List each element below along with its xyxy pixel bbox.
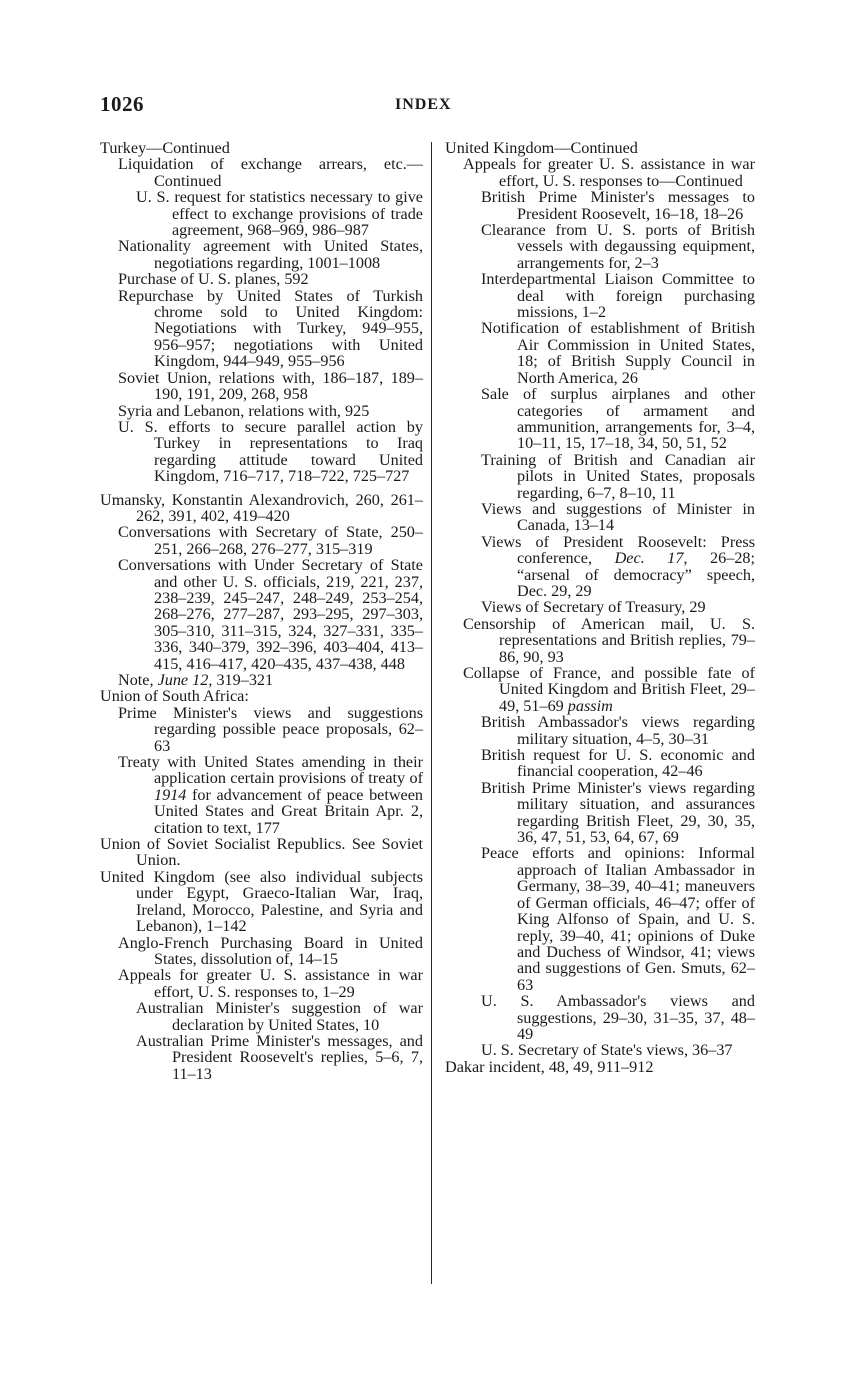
page-number: 1026	[100, 92, 144, 116]
index-entry: Turkey—Continued	[100, 139, 230, 157]
index-column-right	[445, 140, 755, 1075]
index-entry: Conversations with Secretary of State, 250–251, 266–268, 276–277, 315–319	[118, 523, 423, 558]
index-entry: Soviet Union, relations with, 186–187, 189–190, 191, 209, 268, 958	[118, 368, 423, 404]
index-entry: Syria and Lebanon, relations with, 925	[118, 401, 370, 420]
column-divider	[431, 142, 432, 1284]
index-entry: Views of Secretary of Treasury, 29	[481, 598, 706, 617]
index-entry: Sale of surplus airplanes and other categories of armament and ammunition, arrangements for, 3–4, 10–11, 15, 17–18, 34, 50, 51, 52	[481, 385, 755, 453]
index-entry: Training of British and Canadian air pilots in United States, proposals regarding, 6–7, 8–10, 11	[481, 450, 755, 502]
index-entry: Views of President Roosevelt: Press conference, Dec. 17, 26–28; “arsenal of democracy” speech, Dec. 29, 29	[481, 532, 755, 600]
index-entry: British Prime Minister's messages to President Roosevelt, 16–18, 18–26	[481, 188, 755, 223]
index-entry: Views and suggestions of Minister in Canada, 13–14	[481, 499, 755, 535]
index-entry: Interdepartmental Liaison Committee to deal with foreign purchasing missions, 1–2	[481, 270, 755, 322]
index-entry: Treaty with United States amending in their application certain provisions of treaty of 1914 for advancement of peace between United States and Great Britain Apr. 2, citation to text, 177	[118, 753, 423, 837]
page-title: INDEX	[395, 96, 452, 113]
index-entry: Appeals for greater U. S. assistance in war effort, U. S. responses to—Continued	[463, 155, 755, 190]
index-entry: Nationality agreement with United States, negotiations regarding, 1001–1008	[118, 237, 423, 272]
index-column-left	[100, 140, 423, 1082]
index-entry: British Ambassador's views regarding military situation, 4–5, 30–31	[481, 713, 755, 748]
index-entry: Liquidation of exchange arrears, etc.—Continued	[118, 155, 423, 190]
index-entry: Prime Minister's views and suggestions regarding possible peace proposals, 62–63	[118, 703, 423, 755]
index-entry: Repurchase by United States of Turkish chrome sold to United Kingdom: Negotiations with Turkey, 949–955, 956–957; negotiations with United Kingdom, 944–949, 955–956	[118, 286, 423, 371]
index-entry: U. S. efforts to secure parallel action by Turkey in representations to Iraq regarding attitude toward United Kingdom, 716–717, 718–722, 725–727	[118, 417, 423, 486]
index-entry: Union of Soviet Socialist Republics. See Soviet Union.	[100, 835, 423, 870]
index-entry: Notification of establishment of British Air Commission in United States, 18; of British Supply Council in North America, 26	[481, 319, 755, 387]
index-entry: Clearance from U. S. ports of British vessels with degaussing equipment, arrangements for, 2–3	[481, 221, 755, 272]
index-entry: Dakar incident, 48, 49, 911–912	[445, 1057, 654, 1076]
index-entry: Note, June 12, 319–321	[118, 671, 274, 689]
index-entry: U. S. Secretary of State's views, 36–37	[481, 1041, 733, 1060]
index-entry: Appeals for greater U. S. assistance in war effort, U. S. responses to, 1–29	[118, 966, 423, 1001]
index-entry: Anglo-French Purchasing Board in United States, dissolution of, 14–15	[118, 933, 423, 968]
index-entry: Peace efforts and opinions: Informal approach of Italian Ambassador in Germany, 38–39, 40–41; maneuvers of German officials, 46–47; offer of King Alfonso of Spain, and U. S. reply, 39–40, 41; opinions of Duke and Duchess of Windsor, 41; views and suggestions of Gen. Smuts, 62–63	[481, 844, 755, 994]
index-entry: Australian Minister's suggestion of war declaration by United States, 10	[136, 999, 423, 1034]
index-entry: United Kingdom (see also individual subjects under Egypt, Graeco-Italian War, Iraq, Ireland, Morocco, Palestine, and Syria and Lebanon), 1–142	[100, 867, 423, 936]
index-entry: Purchase of U. S. planes, 592	[118, 270, 309, 289]
index-entry: British request for U. S. economic and financial cooperation, 42–46	[481, 746, 755, 781]
index-entry: Conversations with Under Secretary of State and other U. S. officials, 219, 221, 237, 238–239, 245–247, 248–249, 253–254, 268–276, 277–287, 293–295, 297–303, 305–310, 311–315, 324, 327–331, 335–336, 340–379, 392–396, 403–404, 413–415, 416–417, 420–435, 437–438, 448	[118, 556, 423, 673]
index-entry: British Prime Minister's views regarding military situation, and assurances regarding British Fleet, 29, 30, 35, 36, 47, 51, 53, 64, 67, 69	[481, 778, 755, 847]
index-entry: U. S. Ambassador's views and suggestions, 29–30, 31–35, 37, 48–49	[481, 992, 755, 1043]
index-entry: Australian Prime Minister's messages, and President Roosevelt's replies, 5–6, 7, 11–13	[136, 1031, 423, 1083]
index-entry: Union of South Africa:	[100, 687, 249, 706]
index-entry: United Kingdom—Continued	[445, 139, 638, 157]
index-entry: U. S. request for statistics necessary to give effect to exchange provisions of trade agreement, 968–969, 986–987	[136, 188, 423, 240]
index-entry: Umansky, Konstantin Alexandrovich, 260, 261–262, 391, 402, 419–420	[100, 490, 423, 525]
index-entry: Collapse of France, and possible fate of United Kingdom and British Fleet, 29–49, 51–69 passim	[463, 664, 755, 715]
index-entry: Censorship of American mail, U. S. representations and British replies, 79–86, 90, 93	[463, 614, 755, 666]
